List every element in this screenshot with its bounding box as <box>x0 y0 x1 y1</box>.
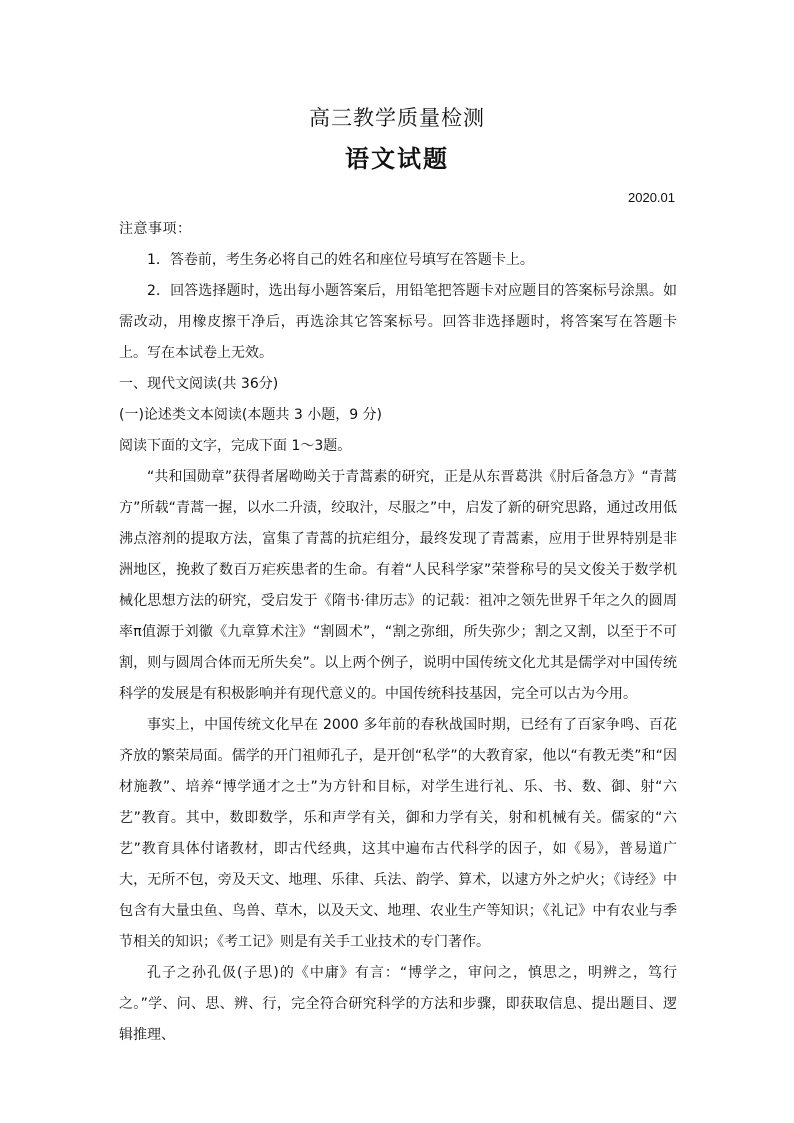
notice-heading: 注意事项： <box>119 221 192 237</box>
passage-paragraph-2: 事实上，中国传统文化早在 2000 多年前的春秋战国时期，已经有了百家争鸣、百花齐放的繁荣局面。儒学的开门祖师孔子，是开创“私学”的大教育家，他以“有教无类”和“因材施教”、培养“博学通才之士”为方针和目标，对学生进行礼、乐、书、数、御、射“六艺”教育。其中，数即数学，乐和声学有关，御和力学有关，射和机械有关。儒家的“六艺”教育具体付诸教材，即古代经典，这其中遍布古代科学的因子，如《易》，普易道广大，无所不包，旁及天文、地理、乐律、兵法、韵学、算术，以逮方外之炉火；《诗经》中包含有大量虫鱼、鸟兽、草木，以及天文、地理、农业生产等知识；《礼记》中有农业与季节相关的知识；《考工记》则是有关手工业技术的专门著作。 <box>119 717 677 950</box>
passage-paragraph-3: 孔子之孙孔伋(子思)的《中庸》有言：“博学之，审问之，慎思之，明辨之，笃行之。”学、问、思、辨、行，完全符合研究科学的方法和步骤，即获取信息、提出题目、逻辑推理、 <box>119 965 677 1043</box>
passage-paragraph-1: “共和国勋章”获得者屠呦呦关于青蒿素的研究，正是从东晋葛洪《肘后备急方》“青蒿方”所载“青蒿一握，以水二升渍，绞取汁，尽服之”中，启发了新的研究思路，通过改用低沸点溶剂的提取方法，富集了青蒿的抗疟组分，最终发现了青蒿素，应用于世界特别是非洲地区，挽救了数百万疟疾患者的生命。有着“人民科学家”荣誉称号的吴文俊关于数学机械化思想方法的研究，受启发于《隋书·律历志》的记载：祖冲之领先世界千年之久的圆周率π值源于刘徽《九章算术注》“割圆术”，“割之弥细，所失弥少；割之又割，以至于不可割，则与圆周合体而无所失矣”。以上两个例子，说明中国传统文化尤其是儒学对中国传统科学的发展是有积极影响并有现代意义的。中国传统科技基因，完全可以古为今用。 <box>119 469 677 702</box>
document-body <box>119 214 677 1051</box>
section-subheading: (一)论述类文本阅读(本题共 3 小题，9 分) <box>119 407 383 423</box>
reading-instruction: 阅读下面的文字，完成下面 1～3题。 <box>119 438 352 454</box>
notice-item-2: 2．回答选择题时，选出每小题答案后，用铅笔把答题卡对应题目的答案标号涂黑。如需改动，用橡皮擦干净后，再选涂其它答案标号。回答非选择题时，将答案写在答题卡上。写在本试卷上无效。 <box>119 283 677 361</box>
exam-subtitle: 高三教学质量检测 <box>309 106 485 130</box>
notice-item-1: 1．答卷前，考生务必将自己的姓名和座位号填写在答题卡上。 <box>147 252 534 268</box>
exam-date: 2020.01 <box>628 190 675 205</box>
exam-title: 语文试题 <box>345 145 449 173</box>
section-heading: 一、现代文阅读(共 36分) <box>119 376 279 392</box>
